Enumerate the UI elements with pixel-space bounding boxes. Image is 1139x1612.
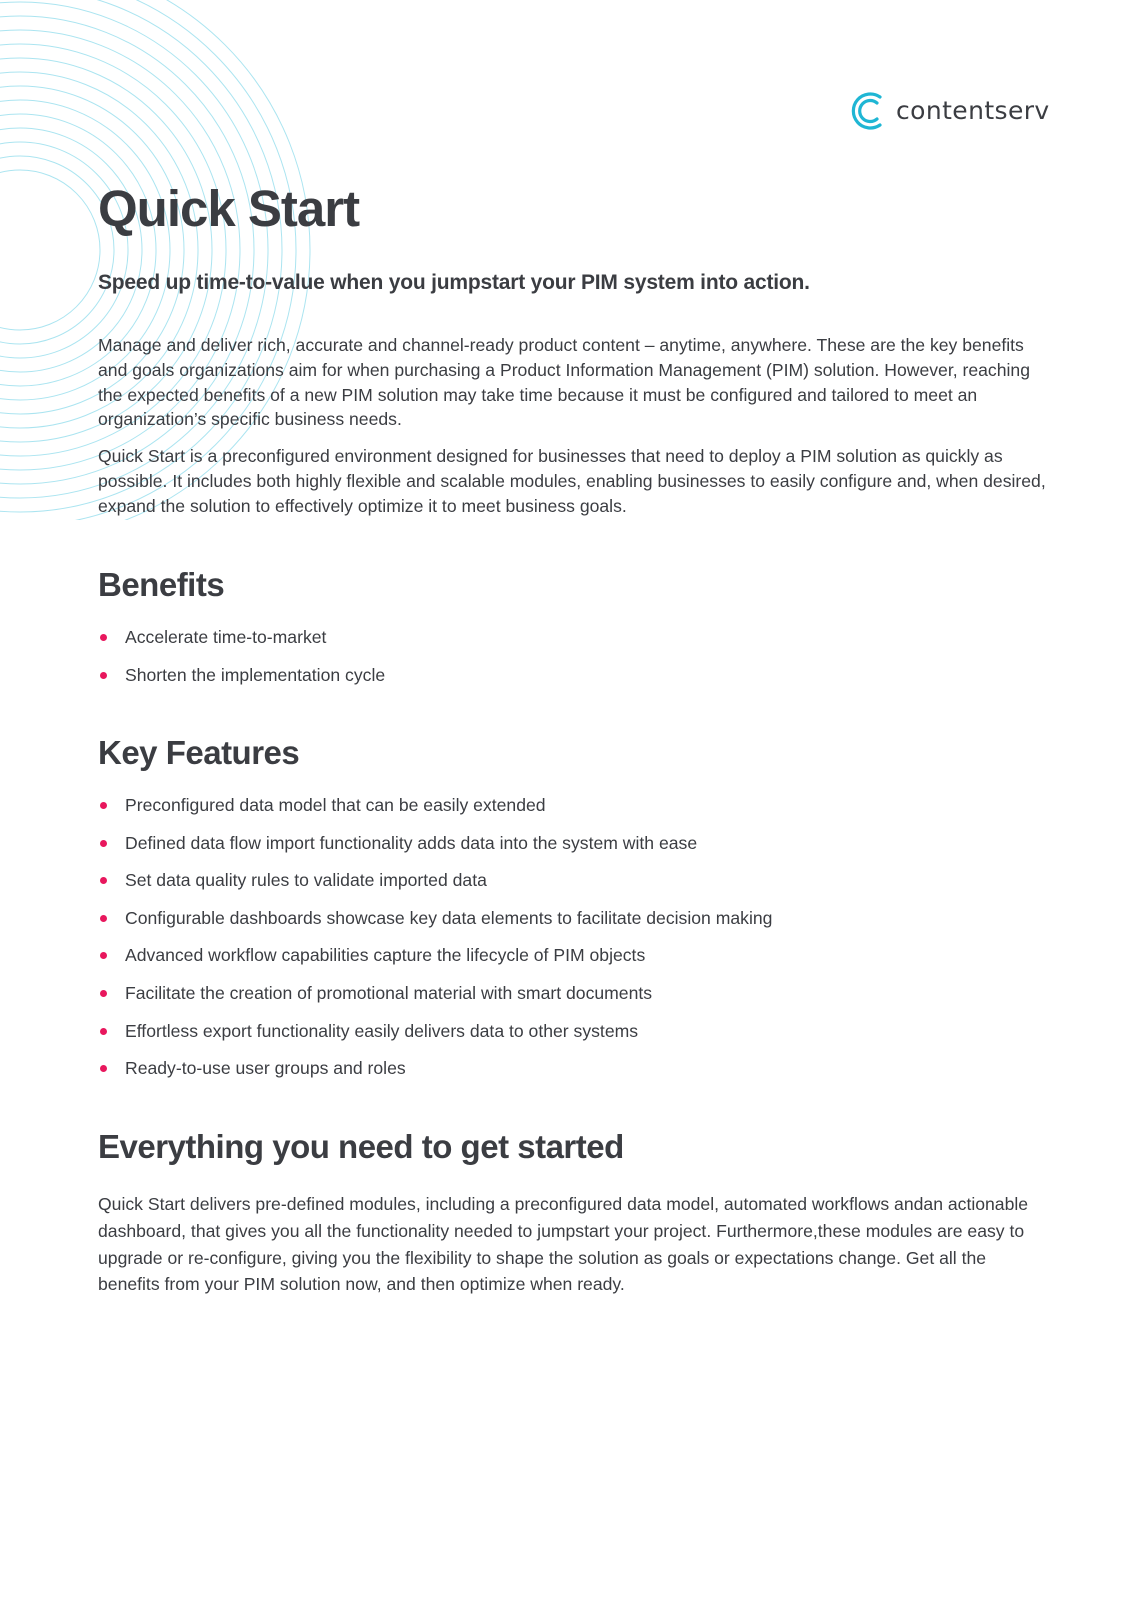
key-features-list — [98, 793, 772, 1094]
brand-name: contentserv — [896, 96, 1050, 125]
decorative-ring — [0, 170, 100, 330]
benefits-heading: Benefits — [98, 566, 225, 603]
list-item — [98, 831, 772, 869]
bullet-icon — [100, 915, 107, 922]
list-item-text: Advanced workflow capabilities capture the lifecycle of PIM objects — [125, 945, 646, 966]
decorative-ring — [0, 0, 310, 520]
list-item — [98, 1056, 772, 1094]
list-item — [98, 981, 772, 1019]
list-item-text: Configurable dashboards showcase key data elements to facilitate decision making — [125, 907, 773, 928]
intro-paragraph-1: Manage and deliver rich, accurate and channel-ready product content – anytime, anywhere. These are the key benefits and goals organizations aim for when purchasing a Product Information Management (PIM) solution. However, reaching the expected benefits of a new PIM solution may take time because it must be configured and tailored to meet an organization’s specific business needs. — [98, 335, 1030, 430]
page-title: Quick Start — [98, 180, 360, 237]
list-item — [98, 943, 772, 981]
bullet-icon — [100, 802, 107, 809]
intro-paragraph-2: Quick Start is a preconfigured environment designed for businesses that need to deploy a PIM solution as quickly as possible. It includes both highly flexible and scalable modules, enabling businesses to easily configure and, when desired, expand the solution to effectively optimize it to meet business goals. — [98, 446, 1046, 516]
decorative-ring — [0, 142, 128, 358]
decorative-rings — [0, 0, 320, 520]
list-item — [98, 906, 772, 944]
list-item — [98, 625, 385, 663]
list-item — [98, 663, 385, 701]
list-item — [98, 868, 772, 906]
decorative-ring — [0, 156, 114, 344]
list-item-text: Effortless export functionality easily delivers data to other systems — [125, 1020, 639, 1041]
decorative-ring — [0, 0, 282, 512]
list-item — [98, 793, 772, 831]
bullet-icon — [100, 990, 107, 997]
decorative-ring — [0, 0, 296, 520]
brand-logo — [850, 88, 1050, 134]
bullet-icon — [100, 952, 107, 959]
benefits-list — [98, 625, 385, 700]
list-item-text: Facilitate the creation of promotional material with smart documents — [125, 982, 653, 1003]
bullet-icon — [100, 672, 107, 679]
bullet-icon — [100, 877, 107, 884]
list-item-text: Accelerate time-to-market — [125, 627, 327, 647]
list-item-text: Preconfigured data model that can be easily extended — [125, 795, 546, 815]
list-item-text: Shorten the implementation cycle — [125, 664, 386, 685]
contentserv-c-icon — [850, 88, 890, 134]
bullet-icon — [100, 840, 107, 847]
list-item-text: Set data quality rules to validate imported data — [125, 870, 487, 891]
get-started-paragraph: Quick Start delivers pre-defined modules, including a preconfigured data model, automated workflows andan actionable dashboard, that gives you all the functionality needed to jumpstart your project. Furthermore,these modules are easy to upgrade or re-configure, giving you the flexibility to shape the solution as goals or expectations change. Get all the benefits from your PIM solution now, and then optimize when ready. — [98, 1194, 1029, 1295]
list-item-text: Ready-to-use user groups and roles — [125, 1058, 406, 1079]
list-item-text: Defined data flow import functionality adds data into the system with ease — [125, 832, 698, 853]
bullet-icon — [100, 1065, 107, 1072]
list-item — [98, 1019, 772, 1057]
bullet-icon — [100, 634, 107, 641]
key-features-heading: Key Features — [98, 734, 300, 771]
bullet-icon — [100, 1028, 107, 1035]
page-subtitle: Speed up time-to-value when you jumpstart your PIM system into action. — [98, 271, 810, 294]
get-started-heading: Everything you need to get started — [98, 1128, 624, 1165]
